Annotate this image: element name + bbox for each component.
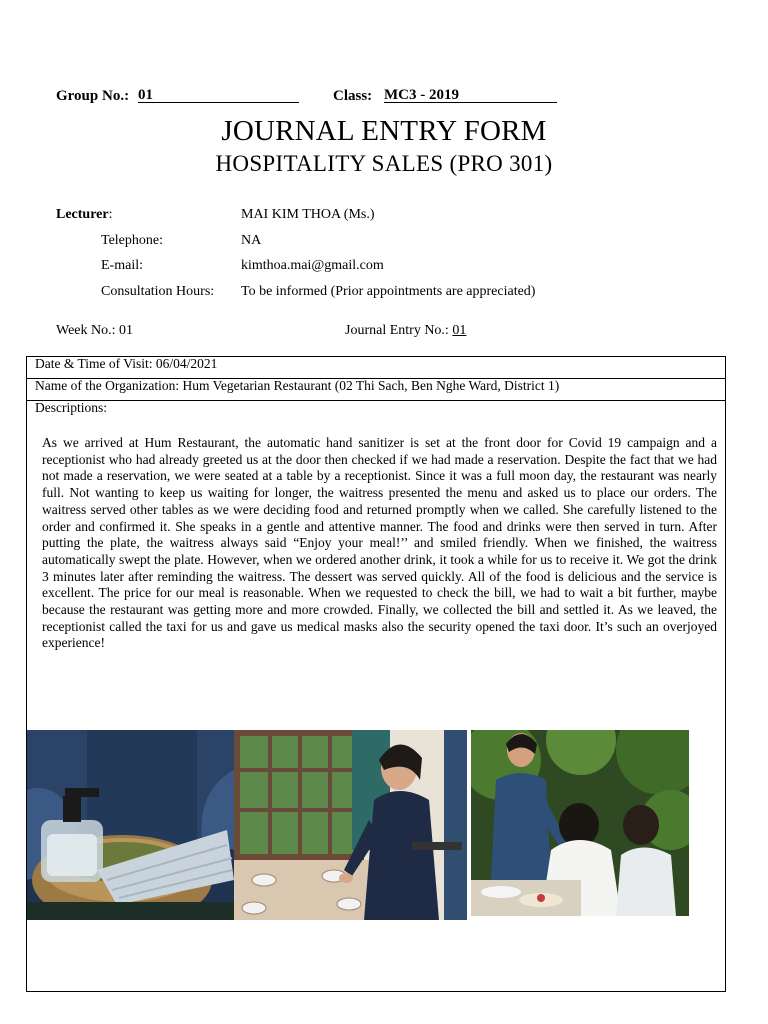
email-value: kimthoa.mai@gmail.com bbox=[241, 258, 384, 273]
week-number-value: 01 bbox=[119, 323, 134, 338]
consultation-hours-label: Consultation Hours: bbox=[101, 284, 215, 299]
week-number: Week No.: 01 bbox=[56, 323, 134, 338]
journal-entry-number-value: 01 bbox=[452, 323, 467, 338]
group-number-value: 01 bbox=[138, 88, 299, 103]
telephone-label: Telephone: bbox=[101, 233, 163, 248]
form-subtitle: HOSPITALITY SALES (PRO 301) bbox=[215, 151, 553, 176]
garden-service-photo bbox=[471, 730, 689, 916]
consultation-hours-value: To be informed (Prior appointments are appreciated) bbox=[241, 284, 536, 299]
telephone-value: NA bbox=[241, 233, 262, 248]
lecturer-label: Lecturer: bbox=[56, 207, 113, 222]
email-label: E-mail: bbox=[101, 258, 143, 273]
sanitizer-photo bbox=[27, 730, 234, 920]
waitress-photo bbox=[234, 730, 467, 920]
visit-date-value: 06/04/2021 bbox=[155, 356, 218, 371]
form-title: JOURNAL ENTRY FORM bbox=[221, 115, 547, 147]
organization-row: Name of the Organization: Hum Vegetarian Restaurant (02 Thi Sach, Ben Nghe Ward, District 1) bbox=[27, 379, 725, 401]
organization-value: Hum Vegetarian Restaurant (02 Thi Sach, Ben Nghe Ward, District 1) bbox=[182, 378, 560, 393]
journal-entry-number: Journal Entry No.: 01 bbox=[345, 323, 467, 338]
visit-date-row: Date & Time of Visit: 06/04/2021 bbox=[27, 357, 725, 379]
lecturer-name: MAI KIM THOA (Ms.) bbox=[241, 207, 375, 222]
class-value: MC3 - 2019 bbox=[384, 88, 557, 103]
descriptions-label: Descriptions: bbox=[35, 400, 107, 415]
class-label: Class: bbox=[333, 88, 373, 104]
group-number-label: Group No.: bbox=[56, 88, 130, 104]
description-text: As we arrived at Hum Restaurant, the automatic hand sanitizer is set at the front door for Covid 19 campaign and a receptionist who had already greeted us at the door then checked if we had made a reservation. Despite the fact that we had not made a reservation, we were seated at a table by a receptionist. Since it was a full moon day, the restaurant was nearly full. Not wanting to keep us waiting for longer, the waitress presented the menu and asked us to place our orders. The waitress served other tables as we were deciding food and returned promptly when we called. She carefully listened to the order and confirmed it. She speaks in a gentle and attentive manner. The food and drinks were then served in turn. After putting the plate, the waitress always said “Enjoy your meal!’’ and smiled friendly. When we finished, the waitress automatically swept the plate. However, when we ordered another drink, it took a while for us to receive it. We got the drink 3 minutes later after reminding the waitress. The dessert was served quickly. All of the food is delicious and the service is excellent. The price for our meal is reasonable. When we requested to check the bill, we had to wait a bit further, maybe because the restaurant was getting more and more crowded. Finally, we collected the bill and settled it. As we leaved, the receptionist called the taxi for us and gave us medical masks also the security opened the taxi door. It’s such an overjoyed experience! bbox=[42, 435, 717, 651]
